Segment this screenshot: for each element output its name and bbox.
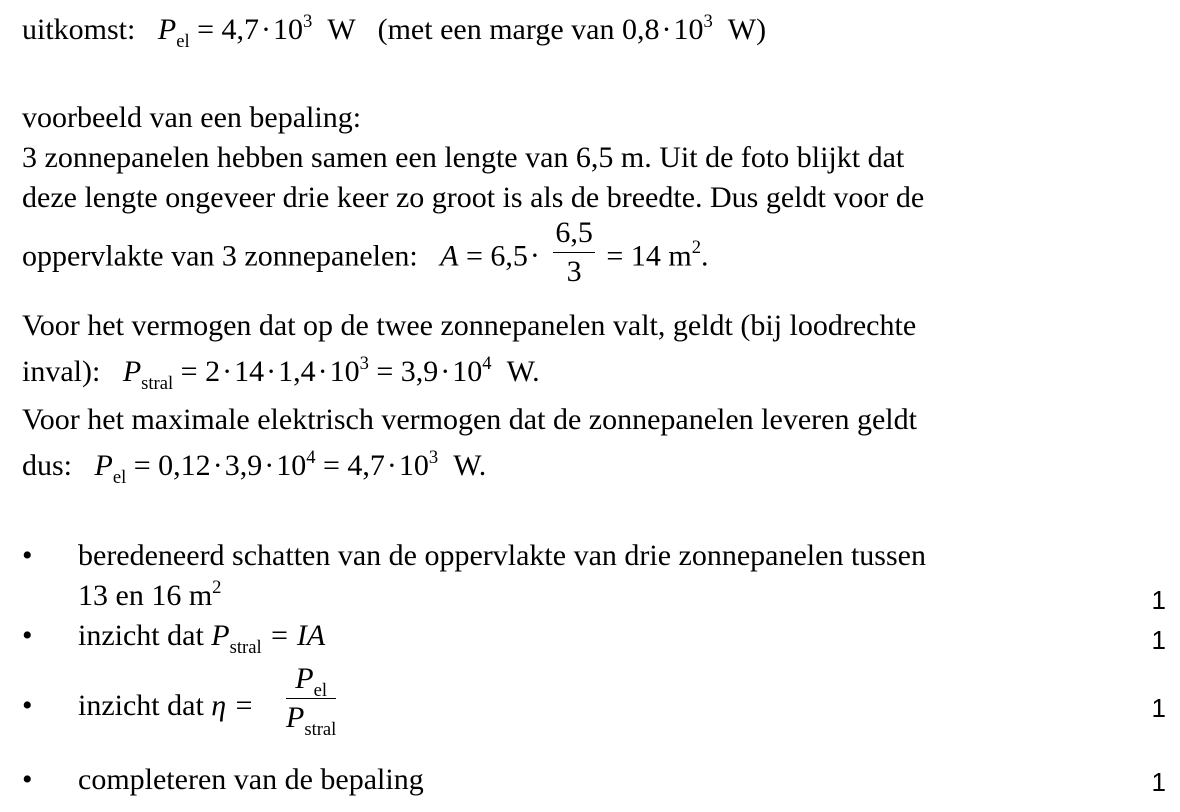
denominator-symbol: P [286,701,305,734]
criterion-2-eq: = IA [269,619,326,652]
criterion-1-score: 1 [1151,585,1166,615]
pel-exp2: 3 [428,446,439,468]
stral-unit: W. [506,355,540,388]
result-label: uitkomst: [22,13,136,46]
pel-unit: W. [453,449,487,482]
efficiency-denominator [286,699,337,741]
criterion-2-label: inzicht dat [78,619,204,652]
bullet-icon: • [22,619,33,652]
example-line-4: Voor het vermogen dat op de twee zonnepanelen valt, geldt (bij loodrechte [22,309,917,342]
pel-val: 3,9 [224,449,263,482]
example-line-6: Voor het maximale elektrisch vermogen dat de zonnepanelen leveren geldt [22,403,917,436]
area-line: oppervlakte van 3 zonnepanelen: A = 6,5· $\frac{6,5}{3}$ = 14 $m^2$. [22,216,709,288]
example-line-2: deze lengte ongeveer drie keer zo groot is als de breedte. Dus geldt voor de [22,181,925,214]
margin-unit: W) [727,13,767,46]
margin-ten: 10 [673,13,704,46]
area-eq-b: = 14 m [606,239,692,273]
result-exponent: 3 [303,10,313,32]
criterion-2 [22,618,1172,658]
answer-key-page [22,0,1172,812]
result-unit: W [327,13,356,46]
criterion-2-subscript: stral [229,637,262,659]
criterion-3-score: 1 [1151,693,1166,723]
criterion-2-symbol: P [211,619,230,652]
bullet-icon: • [22,689,33,722]
criterion-4 [22,762,1172,802]
stral-symbol: P [122,355,142,388]
bullet-icon: • [22,539,33,572]
pel-subscript: el [112,467,127,489]
efficiency-fraction [286,662,337,741]
example-line-1: 3 zonnepanelen hebben samen een lengte van 6,5 m. Uit de foto blijkt dat [22,141,905,174]
area-fraction [553,216,595,289]
criterion-1-line-2 [78,578,221,614]
criterion-2-text [78,618,326,659]
criterion-4-score: 1 [1151,767,1166,797]
margin-exponent: 3 [703,10,713,32]
result-value: = 4,7 [197,13,260,46]
stral-line: inval): $P_{stral} = 2\cdot 14\cdot 1,4\cdot 10^3 = 3,9\cdot 10^4$ W. [22,352,540,395]
pel-symbol: P [94,449,113,482]
criterion-1 [22,538,1172,618]
pel-text: dus: [22,449,73,482]
criterion-3-label: inzicht dat [78,689,204,722]
result-line: uitkomst: $P_{el} = 4,7\cdot 10^3$ W (met een marge van $0,8\cdot 10^3$ W) [22,10,767,53]
stral-eq: = 2 [180,355,221,388]
numerator-subscript: el [313,680,328,702]
stral-14: 14 [234,355,265,388]
numerator-symbol: P [295,662,314,695]
stral-ten2: 10 [452,355,483,388]
area-text: oppervlakte van 3 zonnepanelen: [22,239,418,273]
stral-ten: 10 [329,355,360,388]
result-ten: 10 [273,13,304,46]
criterion-1-area: 13 en 16 m [78,579,213,612]
fraction-numerator: 6,5 [553,216,595,253]
criterion-3 [22,662,1172,758]
area-eq-a: = 6,5 [466,239,528,273]
pel-line: dus: $P_{el} = 0,12\cdot 3,9\cdot 10^4 = 4,7\cdot 10^3$ W. [22,446,487,489]
area-period: . [700,239,709,273]
stral-subscript: stral [141,373,174,395]
area-symbol: A [440,239,459,273]
criterion-3-text [78,688,254,724]
stral-exp: 3 [359,352,369,374]
stral-exp2: 4 [482,352,492,374]
pel-exp: 4 [306,446,316,468]
margin-text: (met een marge van 0,8 [377,13,660,46]
example-heading: voorbeeld van een bepaling: [22,101,362,134]
stral-eq2: = 3,9 [376,355,439,388]
criterion-4-text: completeren van de bepaling [78,763,424,796]
power-symbol: P [157,13,177,46]
power-subscript: el [176,31,190,53]
criterion-2-score: 1 [1151,625,1166,655]
fraction-denominator: 3 [566,255,582,288]
pel-ten: 10 [276,449,307,482]
efficiency-numerator [286,662,336,702]
denominator-subscript: stral [304,719,337,741]
pel-eq2: = 4,7 [322,449,385,482]
pel-eq: = 0,12 [133,449,211,482]
pel-ten2: 10 [398,449,429,482]
criterion-1-line-1: beredeneerd schatten van de oppervlakte van drie zonnepanelen tussen [78,539,926,572]
area-exponent: 2 [691,237,701,259]
criterion-1-exp: 2 [212,576,222,598]
criterion-3-eta: η = [211,689,254,722]
bullet-icon: • [22,763,33,796]
stral-text: inval): [22,355,101,388]
stral-val: 1,4 [278,355,316,388]
